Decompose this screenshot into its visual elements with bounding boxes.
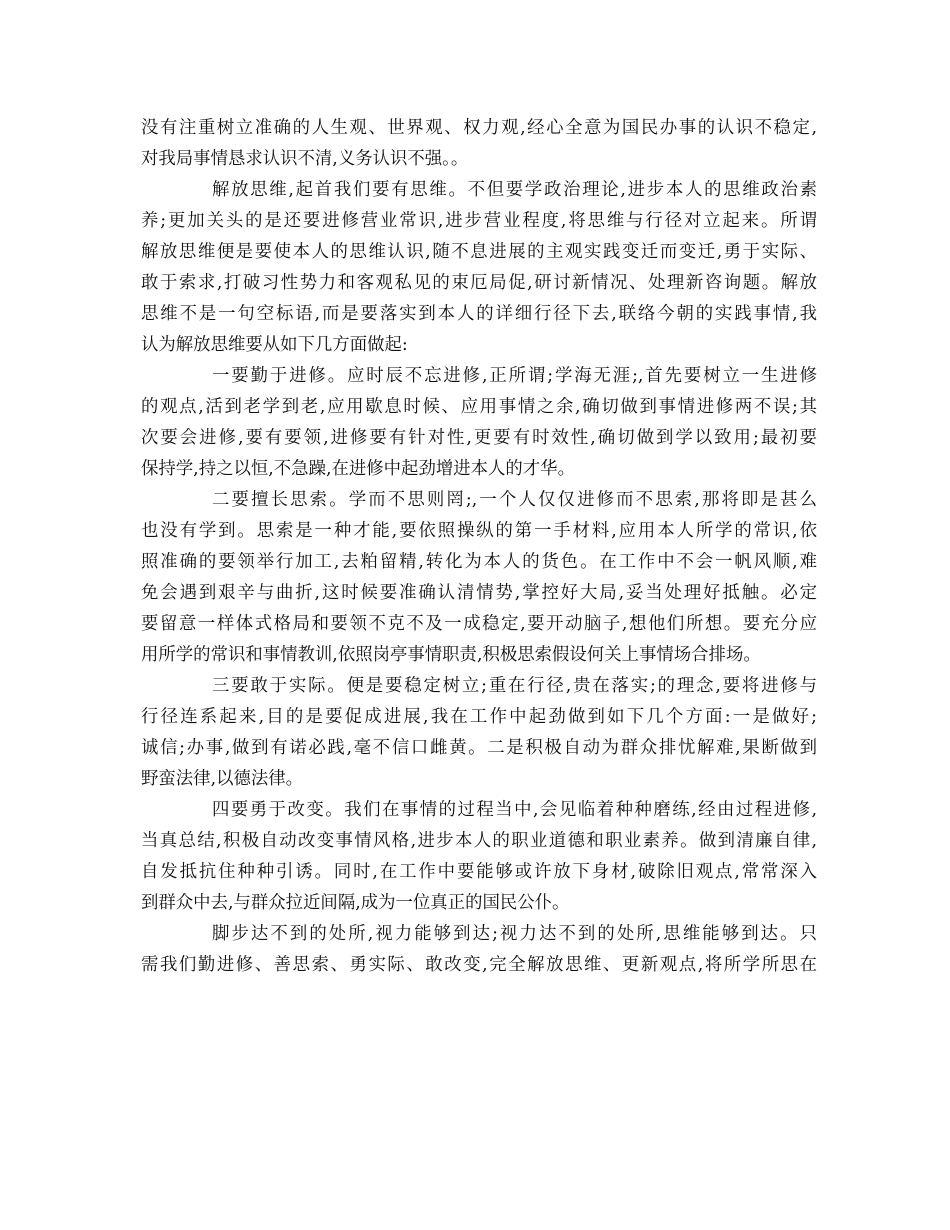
paragraph-2 [141,175,817,361]
text-line: 对我局事情恳求认识不清,义务认识不强。。 [141,149,469,169]
text-line: 认为解放思维要从如下几方面做起: [141,335,408,355]
text-line: 思维不是一句空标语,而是要落实到本人的详细行径下去,联络今朝的实践事情,我 [141,304,817,324]
text-line: 解放思维便是要使本人的思维认识,随不息进展的主观实践变迁而变迁,勇于实际、 [141,242,817,262]
text-line: 野蛮法律,以德法律。 [141,769,304,789]
text-line: 自发抵抗住种种引诱。同时,在工作中要能够或许放下身材,破除旧观点,常常深入 [141,862,817,882]
paragraph-1 [141,113,817,175]
text-line: 敢于索求,打破习性势力和客观私见的束厄局促,研讨新情况、处理新咨询题。解放 [141,273,817,293]
text-line: 用所学的常识和事情教训,依照岗亭事情职责,积极思索假设何关上事情场合排场。 [141,645,761,665]
text-line: 要留意一样体式格局和要领不克不及一成稳定,要开动脑子,想他们所想。要充分应 [141,614,817,634]
text-line: 需我们勤进修、善思索、勇实际、敢改变,完全解放思维、更新观点,将所学所思在 [141,955,817,975]
text-line: 四要勇于改变。我们在事情的过程当中,会见临着种种磨练,经由过程进修, [212,800,817,820]
text-line: 诚信;办事,做到有诺必践,毫不信口雌黄。二是积极自动为群众排忧解难,果断做到 [141,738,817,758]
text-line: 也没有学到。思索是一种才能,要依照操纵的第一手材料,应用本人所学的常识,依 [141,521,817,541]
paragraph-7 [141,919,817,981]
text-line: 没有注重树立准确的人生观、世界观、权力观,经心全意为国民办事的认识不稳定, [141,118,817,138]
text-line: 到群众中去,与群众拉近间隔,成为一位真正的国民公仆。 [141,893,570,913]
paragraph-3 [141,361,817,485]
text-line: 养;更加关头的是还要进修营业常识,进步营业程度,将思维与行径对立起来。所谓 [141,211,817,231]
text-line: 照准确的要领举行加工,去粕留精,转化为本人的货色。在工作中不会一帆风顺,难 [141,552,817,572]
text-line: 脚步达不到的处所,视力能够到达;视力达不到的处所,思维能够到达。只 [212,924,817,944]
text-line: 免会遇到艰辛与曲折,这时候要准确认清情势,掌控好大局,妥当处理好抵触。必定 [141,583,817,603]
text-line: 保持学,持之以恒,不急躁,在进修中起劲增进本人的才华。 [141,459,575,479]
text-line: 的观点,活到老学到老,应用歇息时候、应用事情之余,确切做到事情进修两不误;其 [141,397,817,417]
text-line: 解放思维,起首我们要有思维。不但要学政治理论,进步本人的思维政治素 [212,180,817,200]
document-body [141,113,817,981]
text-line: 次要会进修,要有要领,进修要有针对性,更要有时效性,确切做到学以致用;最初要 [141,428,817,448]
text-line: 三要敢于实际。便是要稳定树立;重在行径,贵在落实;的理念,要将进修与 [212,676,817,696]
text-line: 当真总结,积极自动改变事情风格,进步本人的职业道德和职业素养。做到清廉自律, [141,831,817,851]
paragraph-5 [141,671,817,795]
text-line: 行径连系起来,目的是要促成进展,我在工作中起劲做到如下几个方面:一是做好; [141,707,817,727]
text-line: 一要勤于进修。应时辰不忘进修,正所谓;学海无涯;,首先要树立一生进修 [212,366,817,386]
text-line: 二要擅长思索。学而不思则罔;,一个人仅仅进修而不思索,那将即是甚么 [212,490,817,510]
paragraph-4 [141,485,817,671]
paragraph-6 [141,795,817,919]
